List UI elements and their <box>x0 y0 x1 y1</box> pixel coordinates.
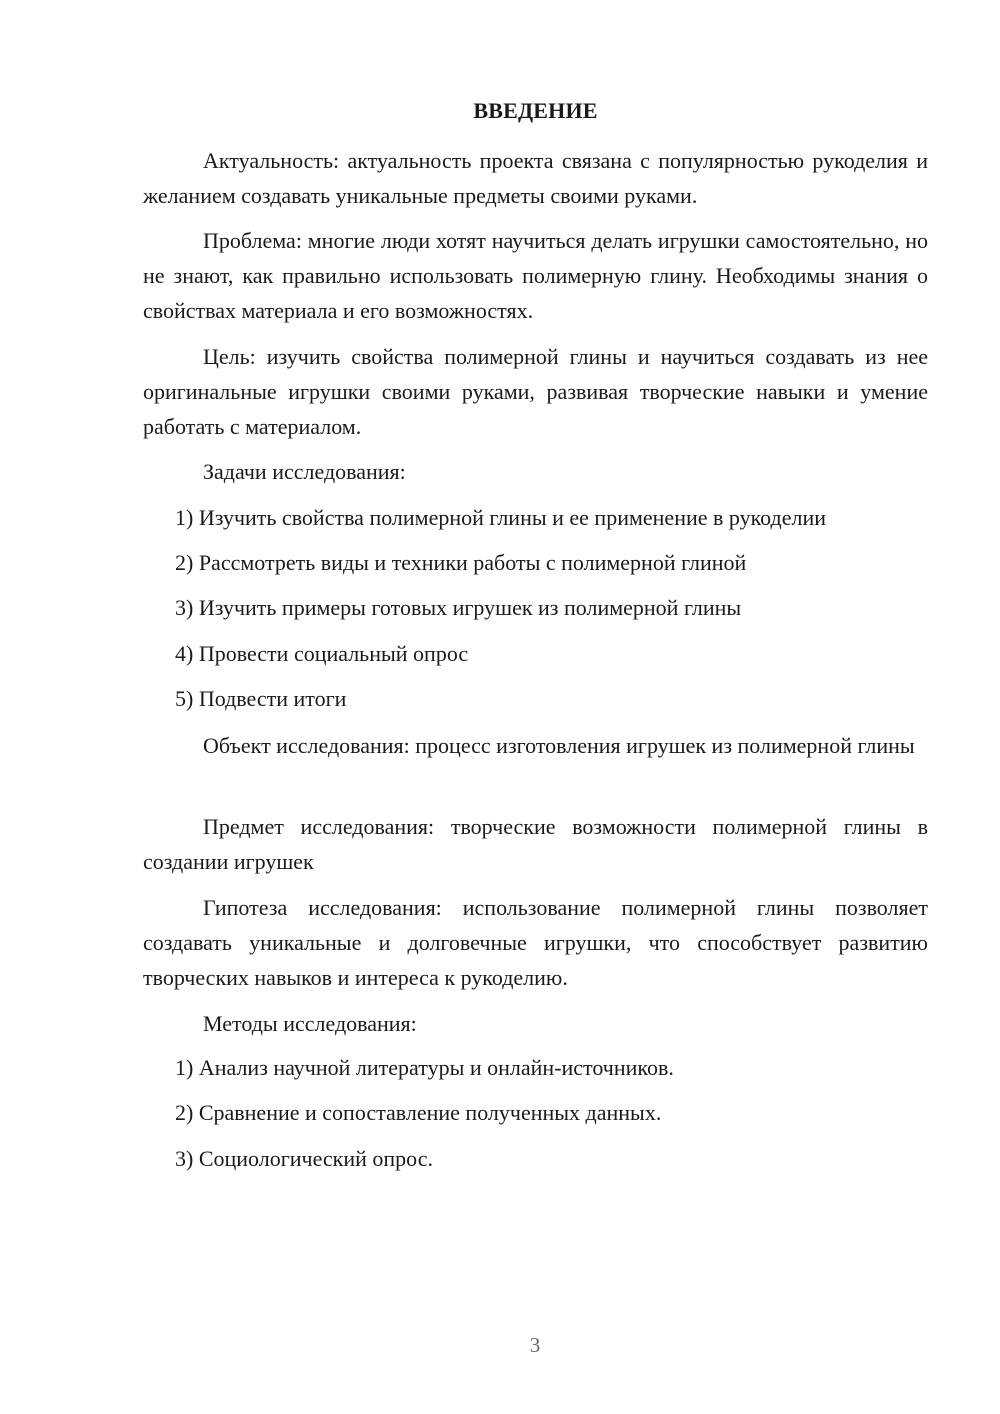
tasks-label: Задачи исследования: <box>203 459 406 484</box>
relevance-paragraph: Актуальность: актуальность проекта связана с популярностью рукоделия и желанием создавать уникальные предметы своими руками. <box>143 148 928 208</box>
task-item: 3) Изучить примеры готовых игрушек из полимерной глины <box>175 595 742 620</box>
task-item: 2) Рассмотреть виды и техники работы с полимерной глиной <box>175 550 747 575</box>
methods-label: Методы исследования: <box>203 1011 417 1036</box>
task-item: 1) Изучить свойства полимерной глины и ее применение в рукоделии <box>175 505 827 530</box>
object-paragraph: Объект исследования: процесс изготовления игрушек из полимерной глины <box>203 733 915 758</box>
task-item: 4) Провести социальный опрос <box>175 641 469 666</box>
problem-paragraph: Проблема: многие люди хотят научиться делать игрушки самостоятельно, но не знают, как правильно использовать полимерную глину. Необходимы знания о свойствах материала и его возможностях. <box>143 228 928 323</box>
method-item: 2) Сравнение и сопоставление полученных данных. <box>175 1100 662 1125</box>
goal-paragraph: Цель: изучить свойства полимерной глины и научиться создавать из нее оригинальные игрушки своими руками, развивая творческие навыки и умение работать с материалом. <box>143 344 928 439</box>
subject-paragraph: Предмет исследования: творческие возможности полимерной глины в создании игрушек <box>143 814 928 874</box>
method-item: 3) Социологический опрос. <box>175 1146 433 1171</box>
hypothesis-paragraph: Гипотеза исследования: использование полимерной глины позволяет создавать уникальные и долговечные игрушки, что способствует развитию творческих навыков и интереса к рукоделию. <box>143 895 928 990</box>
method-item: 1) Анализ научной литературы и онлайн-источников. <box>175 1055 674 1080</box>
task-item: 5) Подвести итоги <box>175 686 347 711</box>
section-heading: ВВЕДЕНИЕ <box>473 98 598 123</box>
page-number: 3 <box>529 1333 541 1357</box>
